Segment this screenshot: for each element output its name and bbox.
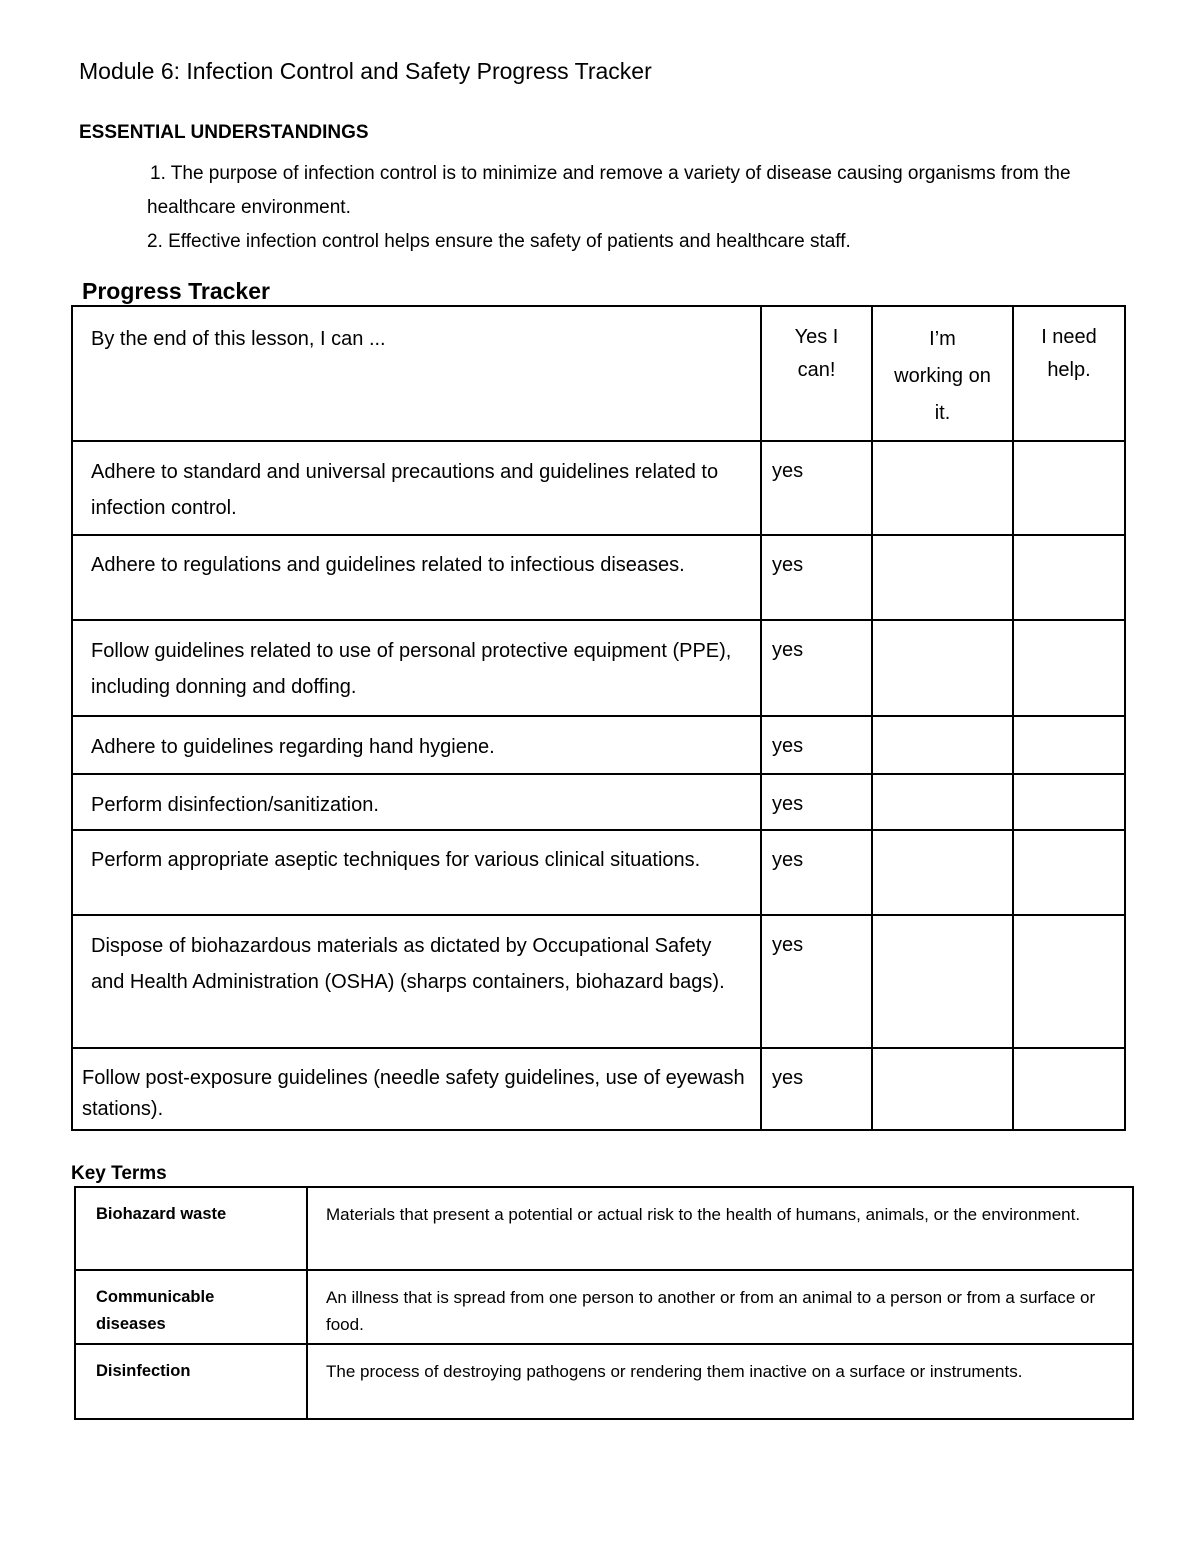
progress-tracker-heading: Progress Tracker <box>82 278 270 304</box>
help-cell[interactable] <box>1013 535 1125 620</box>
working-cell[interactable] <box>872 716 1013 774</box>
essential-understandings-heading: ESSENTIAL UNDERSTANDINGS <box>79 122 369 143</box>
working-cell[interactable] <box>872 774 1013 830</box>
key-terms-heading: Key Terms <box>71 1163 167 1184</box>
essential-understandings-list <box>147 157 1137 259</box>
statement-cell: Perform disinfection/sanitization. <box>72 774 761 830</box>
statement-cell: Adhere to standard and universal precautions and guidelines related to infection control. <box>72 441 761 535</box>
help-cell[interactable] <box>1013 716 1125 774</box>
help-cell[interactable] <box>1013 620 1125 716</box>
column-header-yes: Yes I can! <box>761 306 872 441</box>
table-row <box>72 441 1125 535</box>
table-row <box>72 716 1125 774</box>
working-cell[interactable] <box>872 620 1013 716</box>
statement-cell: Follow guidelines related to use of personal protective equipment (PPE), including donning and doffing. <box>72 620 761 716</box>
yes-cell[interactable]: yes <box>761 830 872 915</box>
table-row <box>72 1048 1125 1130</box>
definition-cell: The process of destroying pathogens or rendering them inactive on a surface or instruments. <box>307 1344 1133 1419</box>
working-cell[interactable] <box>872 441 1013 535</box>
definition-cell: Materials that present a potential or actual risk to the health of humans, animals, or the environment. <box>307 1187 1133 1270</box>
statement-cell: Dispose of biohazardous materials as dictated by Occupational Safety and Health Administration (OSHA) (sharps containers, biohazard bags). <box>72 915 761 1048</box>
table-row <box>72 830 1125 915</box>
term-cell: Biohazard waste <box>75 1187 307 1270</box>
yes-cell[interactable]: yes <box>761 535 872 620</box>
statement-cell: Adhere to guidelines regarding hand hygiene. <box>72 716 761 774</box>
help-cell[interactable] <box>1013 915 1125 1048</box>
yes-cell[interactable]: yes <box>761 774 872 830</box>
yes-cell[interactable]: yes <box>761 716 872 774</box>
help-cell[interactable] <box>1013 441 1125 535</box>
essential-understanding-item: 2. Effective infection control helps ensure the safety of patients and healthcare staff. <box>147 231 851 252</box>
column-header-statement: By the end of this lesson, I can ... <box>72 306 761 441</box>
yes-cell[interactable]: yes <box>761 915 872 1048</box>
yes-cell[interactable]: yes <box>761 1048 872 1130</box>
column-header-help: I need help. <box>1013 306 1125 441</box>
statement-cell: Follow post-exposure guidelines (needle safety guidelines, use of eyewash stations). <box>72 1048 761 1130</box>
progress-tracker-table <box>71 305 1126 1131</box>
table-row <box>72 620 1125 716</box>
essential-understanding-item: 1. The purpose of infection control is to minimize and remove a variety of disease causing organisms from the healthcare environment. <box>147 163 1071 218</box>
yes-cell[interactable]: yes <box>761 441 872 535</box>
statement-cell: Perform appropriate aseptic techniques for various clinical situations. <box>72 830 761 915</box>
table-row <box>75 1270 1133 1344</box>
working-cell[interactable] <box>872 1048 1013 1130</box>
working-cell[interactable] <box>872 915 1013 1048</box>
key-terms-table <box>74 1186 1134 1420</box>
page-title: Module 6: Infection Control and Safety Progress Tracker <box>79 58 652 84</box>
table-row <box>75 1187 1133 1270</box>
table-row <box>72 915 1125 1048</box>
help-cell[interactable] <box>1013 830 1125 915</box>
help-cell[interactable] <box>1013 1048 1125 1130</box>
table-row <box>72 774 1125 830</box>
working-cell[interactable] <box>872 830 1013 915</box>
table-row <box>75 1344 1133 1419</box>
table-header-row <box>72 306 1125 441</box>
term-cell: Disinfection <box>75 1344 307 1419</box>
table-row <box>72 535 1125 620</box>
working-cell[interactable] <box>872 535 1013 620</box>
term-cell: Communicable diseases <box>75 1270 307 1344</box>
definition-cell: An illness that is spread from one person to another or from an animal to a person or from a surface or food. <box>307 1270 1133 1344</box>
statement-cell: Adhere to regulations and guidelines related to infectious diseases. <box>72 535 761 620</box>
column-header-working: I’m working on it. <box>872 306 1013 441</box>
yes-cell[interactable]: yes <box>761 620 872 716</box>
help-cell[interactable] <box>1013 774 1125 830</box>
